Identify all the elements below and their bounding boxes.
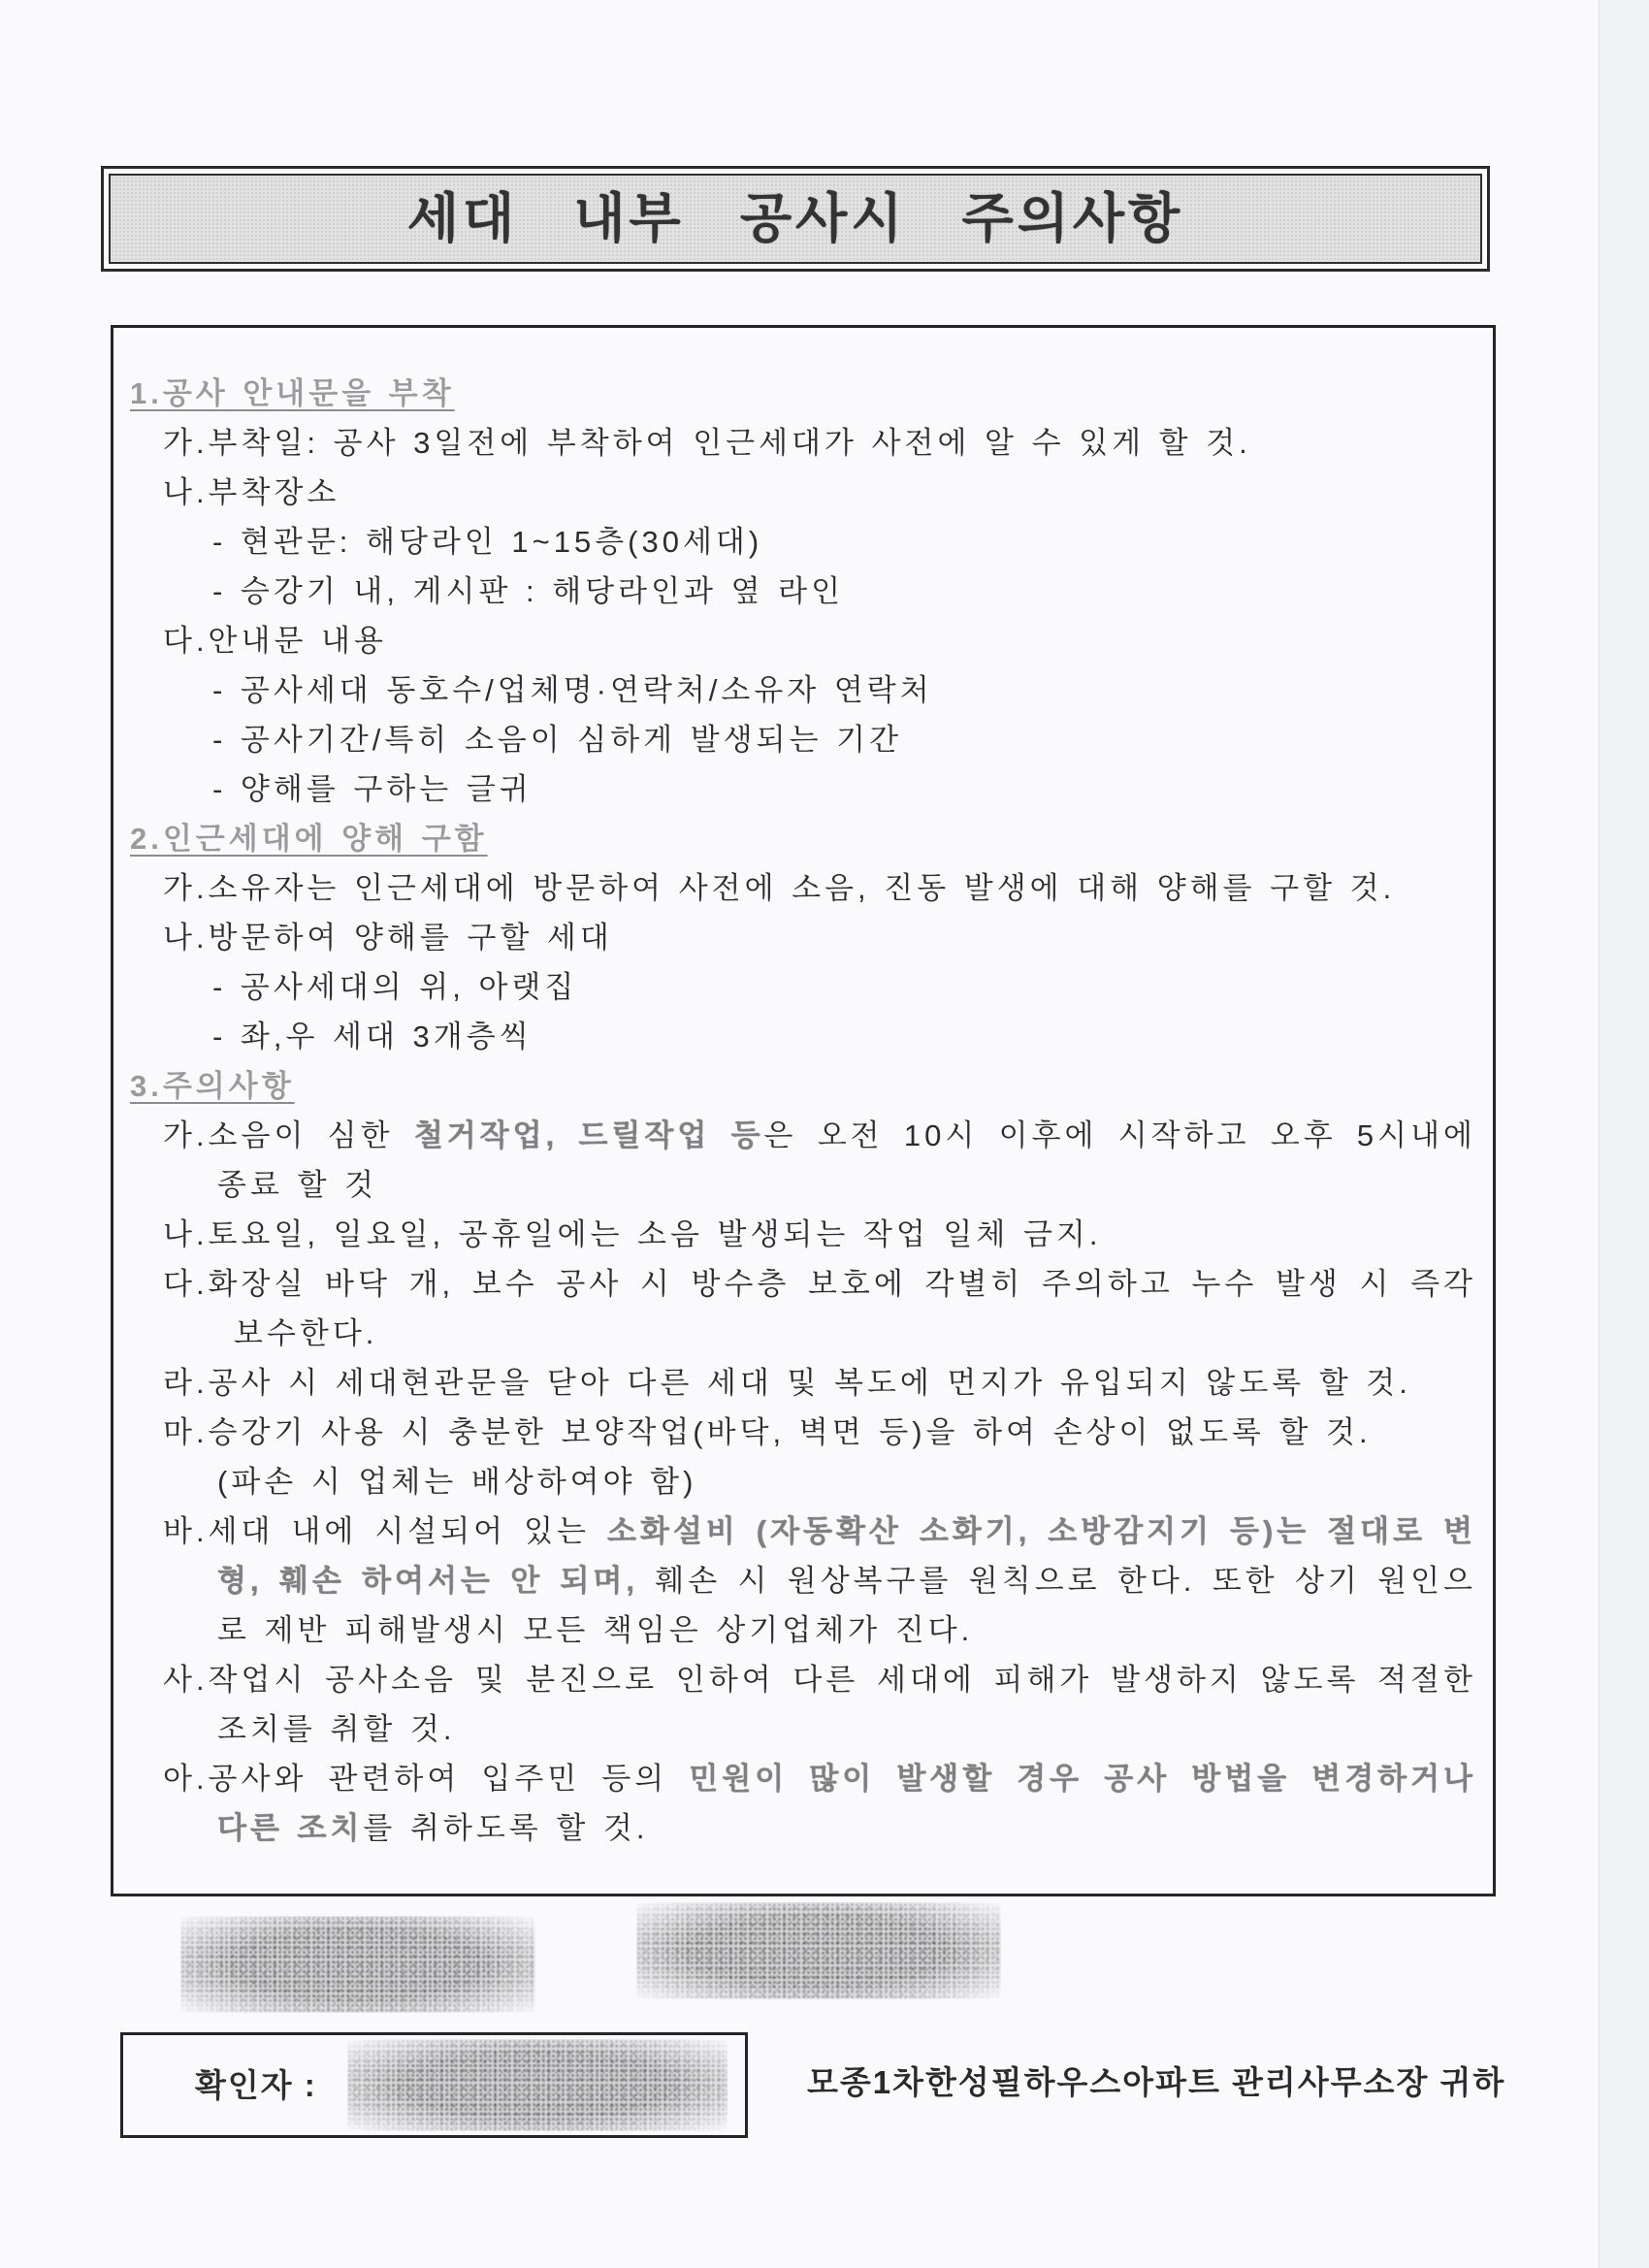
sub-item-apology: - 양해를 구하는 글귀 [212, 772, 533, 806]
emphasis-text: 민원이 많이 발생할 경우 공사 방법을 변경하거나 [689, 1762, 1476, 1796]
emphasis-text: 다른 조치 [217, 1811, 364, 1845]
sub-item-unit-contact: - 공사세대 동호수/업체명·연락처/소유자 연락처 [212, 673, 933, 707]
document-title: 세대 내부 공사시 주의사항 [406, 188, 1184, 248]
item-elevator-protection-cont [113, 1457, 1493, 1507]
item-elevator-protection [113, 1408, 1493, 1457]
title-inner-frame [109, 174, 1482, 264]
item-text: 은 오전 10시 이후에 시작하고 오후 5시내에 [763, 1118, 1476, 1152]
confirmer-label: 확인자 : [195, 2067, 317, 2103]
item-dust-noise [113, 1655, 1476, 1704]
item-visit-units: 나.방문하여 양해를 구할 세대 [163, 921, 613, 955]
confirmation-box [120, 2032, 748, 2138]
item-text: 라.공사 시 세대현관문을 닫아 다른 세대 및 복도에 먼지가 유입되지 않도록 할 것. [163, 1366, 1411, 1400]
item-text: 마.승강기 사용 시 충분한 보양작업(바닥, 벽면 등)을 하여 손상이 없도록 할 것. [163, 1415, 1372, 1449]
item-text: 사.작업시 공사소음 및 분진으로 인하여 다른 세대에 피해가 발생하지 않도록 적절한 [163, 1663, 1476, 1697]
section-heading-neighbor-consent: 2.인근세대에 양해 구함 [130, 822, 488, 856]
item-text: 아.공사와 관련하여 입주민 등의 [163, 1762, 690, 1796]
item-text: 로 제반 피해발생시 모든 책임은 상기업체가 진다. [217, 1613, 974, 1647]
item-bathroom-waterproof [113, 1259, 1476, 1309]
item-text: 보수한다. [234, 1316, 378, 1350]
item-noise-hours-cont [113, 1160, 1493, 1210]
section-heading-notice-posting: 1.공사 안내문을 부착 [130, 376, 455, 410]
emphasis-text: 형, 훼손 하여서는 안 되며, [217, 1564, 638, 1598]
scan-edge [1599, 0, 1649, 2268]
item-text: 조치를 취할 것. [217, 1712, 456, 1746]
sub-item-period: - 공사기간/특히 소음이 심하게 발생되는 기간 [212, 723, 903, 757]
item-owner-visit: 가.소유자는 인근세대에 방문하여 사전에 소음, 진동 발생에 대해 양해를 구할 것. [163, 871, 1396, 905]
emphasis-text: 철거작업, 드릴작업 등 [413, 1118, 764, 1152]
item-posting-location: 나.부착장소 [163, 475, 340, 509]
item-complaints [113, 1754, 1476, 1803]
item-noise-hours [113, 1111, 1476, 1160]
redacted-area [180, 1916, 535, 2013]
sub-item-front-door: - 현관문: 해당라인 1~15층(30세대) [212, 525, 763, 559]
notice-box [111, 325, 1496, 1896]
item-fire-equipment-cont-2 [113, 1605, 1493, 1655]
item-text: 를 취하도록 할 것. [363, 1811, 649, 1845]
sub-item-above-below: - 공사세대의 위, 아랫집 [212, 970, 578, 1004]
item-close-door [113, 1358, 1493, 1408]
item-posting-date: 가.부착일: 공사 3일전에 부착하여 인근세대가 사전에 알 수 있게 할 것. [163, 426, 1251, 460]
item-text: 나.토요일, 일요일, 공휴일에는 소음 발생되는 작업 일체 금지. [163, 1217, 1102, 1251]
item-fire-equipment-cont-1 [113, 1556, 1476, 1605]
item-holiday-ban [113, 1210, 1493, 1259]
redacted-area [636, 1902, 1001, 1999]
item-text: 다.화장실 바닥 개, 보수 공사 시 방수층 보호에 각별히 주의하고 누수 발생 시 즉각 [163, 1267, 1476, 1301]
item-text: 바.세대 내에 시설되어 있는 [163, 1514, 607, 1548]
item-complaints-cont [113, 1803, 1493, 1853]
sub-item-elevator-board: - 승강기 내, 게시판 : 해당라인과 옆 라인 [212, 574, 845, 608]
section-heading-precautions: 3.주의사항 [130, 1069, 295, 1103]
title-box [101, 166, 1490, 272]
item-text: 가.소음이 심한 [163, 1118, 414, 1152]
item-dust-noise-cont [113, 1704, 1493, 1754]
emphasis-text: 소화설비 (자동확산 소화기, 소방감지기 등)는 절대로 변 [606, 1514, 1476, 1548]
redacted-signature [347, 2039, 728, 2131]
item-bathroom-waterproof-cont [113, 1309, 1493, 1358]
notice-content [113, 369, 1493, 1853]
item-text: (파손 시 업체는 배상하여야 함) [217, 1465, 697, 1499]
sub-item-left-right: - 좌,우 세대 3개층씩 [212, 1020, 533, 1053]
item-text: 훼손 시 원상복구를 원칙으로 한다. 또한 상기 원인으 [637, 1564, 1476, 1598]
addressee: 모종1차한성필하우스아파트 관리사무소장 귀하 [807, 2064, 1506, 2100]
item-fire-equipment [113, 1507, 1476, 1556]
item-text: 종료 할 것 [217, 1168, 378, 1202]
item-notice-contents: 다.안내문 내용 [163, 624, 387, 658]
